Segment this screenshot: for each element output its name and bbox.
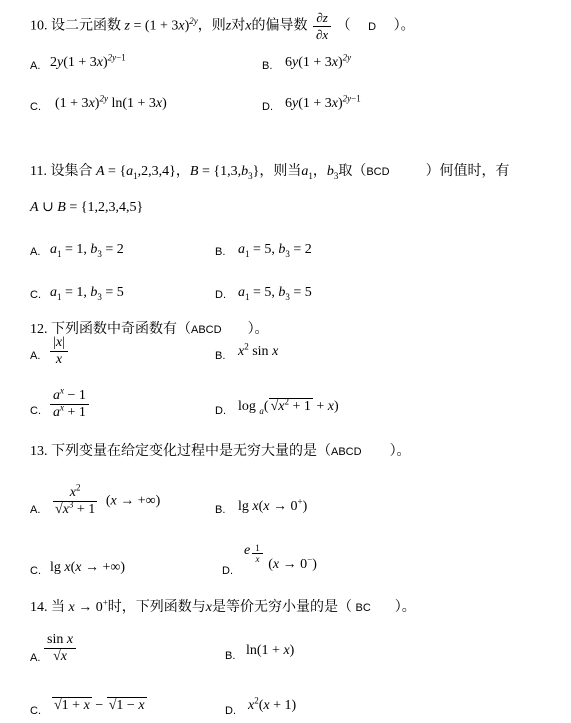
option-label: A. bbox=[30, 504, 41, 516]
option-label: D. bbox=[215, 405, 226, 417]
option-b: $6y(1 + 3x)^{2y}$ bbox=[285, 52, 352, 70]
question-text: ，则当 bbox=[259, 164, 302, 179]
option-label: D. bbox=[262, 101, 273, 113]
answer-key: ABCD bbox=[331, 446, 362, 458]
option-a: $\frac{\text{sin x}}{√x}$ bbox=[42, 632, 78, 665]
answer-bracket-close: ）。 bbox=[394, 600, 416, 615]
question-14-stem: 14. 当 x → 0+时，下列函数与x是等价无穷小量的是（ BC ）。 bbox=[30, 597, 416, 615]
option-c: $(1 + 3x)^{2y}$ ln(1 + 3x) bbox=[55, 93, 167, 111]
question-text: 取（ bbox=[338, 164, 367, 179]
question-text: 时，下列函数与 bbox=[107, 600, 206, 615]
option-label: A. bbox=[30, 350, 41, 362]
option-c: lg x(x → +∞) bbox=[50, 560, 126, 575]
option-b: $a_1 = 5$, $b_3 = 2$ bbox=[238, 242, 312, 259]
answer-bracket-close: ）。 bbox=[393, 18, 415, 34]
answer-bracket-open: （ bbox=[336, 18, 351, 34]
question-number: 13. bbox=[30, 444, 48, 459]
option-label: A. bbox=[30, 246, 41, 258]
option-label: B. bbox=[262, 60, 273, 72]
option-label: A. bbox=[30, 652, 41, 664]
option-a: $a_1 = 1$, $b_3 = 2$ bbox=[50, 242, 124, 259]
question-text: 设二元函数 bbox=[51, 18, 121, 34]
option-a: $2y(1 + 3x)^{2y-1}$ bbox=[50, 52, 126, 70]
question-text: 下列函数中奇函数有（ bbox=[51, 322, 191, 337]
option-label: C. bbox=[30, 565, 41, 577]
question-10-stem: 10. 设二元函数 $z = (1 + 3x)^{2y}$，则z对x的偏导数 $\frac{\partial z}{\partial x}$ （ D ）。 bbox=[30, 10, 415, 42]
option-label: B. bbox=[215, 504, 226, 516]
question-text: 下列变量在给定变化过程中是无穷大量的是（ bbox=[51, 444, 331, 459]
option-b: lg x(x → 0+) bbox=[238, 496, 308, 514]
answer-bracket-close: ）。 bbox=[247, 322, 269, 337]
option-label: D. bbox=[215, 289, 226, 301]
question-number: 11. bbox=[30, 164, 47, 179]
option-d: log $_a$( $√x^2 + 1 + x$) bbox=[238, 396, 339, 416]
question-text: ）何值时，有 bbox=[425, 164, 510, 179]
question-text: 当 bbox=[51, 600, 65, 615]
option-d: $x^2(x + 1)$ bbox=[248, 695, 297, 713]
option-c: √1 + x − √1 − x bbox=[54, 698, 145, 713]
option-c: $\frac{a^x - 1}{a^x + 1}$ bbox=[48, 388, 91, 421]
option-label: B. bbox=[215, 350, 226, 362]
answer-key: ABCD bbox=[191, 324, 222, 336]
answer-key: D bbox=[368, 20, 377, 33]
option-d: $6y(1 + 3x)^{2y-1}$ bbox=[285, 93, 361, 111]
answer-key: BC bbox=[355, 602, 371, 614]
option-d: $a_1 = 5$, $b_3 = 5$ bbox=[238, 285, 312, 302]
option-label: D. bbox=[225, 705, 236, 717]
question-text: 是等价无穷小量的是（ bbox=[212, 600, 353, 615]
option-c: $a_1 = 1$, $b_3 = 5$ bbox=[50, 285, 124, 302]
question-number: 14. bbox=[30, 600, 48, 615]
option-b: ln(1 + x) bbox=[246, 643, 295, 658]
option-label: C. bbox=[30, 101, 41, 113]
question-text: 的偏导数 bbox=[251, 18, 308, 34]
option-d: e $\frac{1}{x}$ (x → 0−) bbox=[244, 543, 317, 572]
option-label: B. bbox=[225, 650, 236, 662]
option-a: $\frac{|x|}{x}$ bbox=[48, 335, 70, 368]
question-number: 12. bbox=[30, 322, 48, 337]
question-11-condition: A ∪ B = {1,2,3,4,5} bbox=[30, 200, 144, 215]
question-11-stem: 11. 设集合 $A = \{a_1,2,3,4\}$，$B = \{1,3,b_3\}$，则当$a_1$，$b_3$取（BCD ）何值时，有 bbox=[30, 164, 510, 181]
answer-bracket-close: ）。 bbox=[389, 444, 411, 459]
option-label: C. bbox=[30, 705, 41, 717]
option-b: $x^2$ sin x bbox=[238, 341, 279, 359]
option-label: A. bbox=[30, 60, 41, 72]
option-label: B. bbox=[215, 246, 226, 258]
option-label: D. bbox=[222, 565, 233, 577]
question-text: ，则 bbox=[197, 18, 226, 34]
option-label: C. bbox=[30, 289, 41, 301]
answer-key: BCD bbox=[366, 166, 390, 178]
question-number: 10. bbox=[30, 18, 48, 34]
option-a: $\frac{x^2}{√x^3 + 1}$ (x → +∞) bbox=[55, 482, 161, 517]
question-text: 对 bbox=[231, 18, 246, 34]
question-text: 设集合 bbox=[50, 164, 93, 179]
question-13-stem bbox=[30, 440, 411, 460]
option-label: C. bbox=[30, 405, 41, 417]
